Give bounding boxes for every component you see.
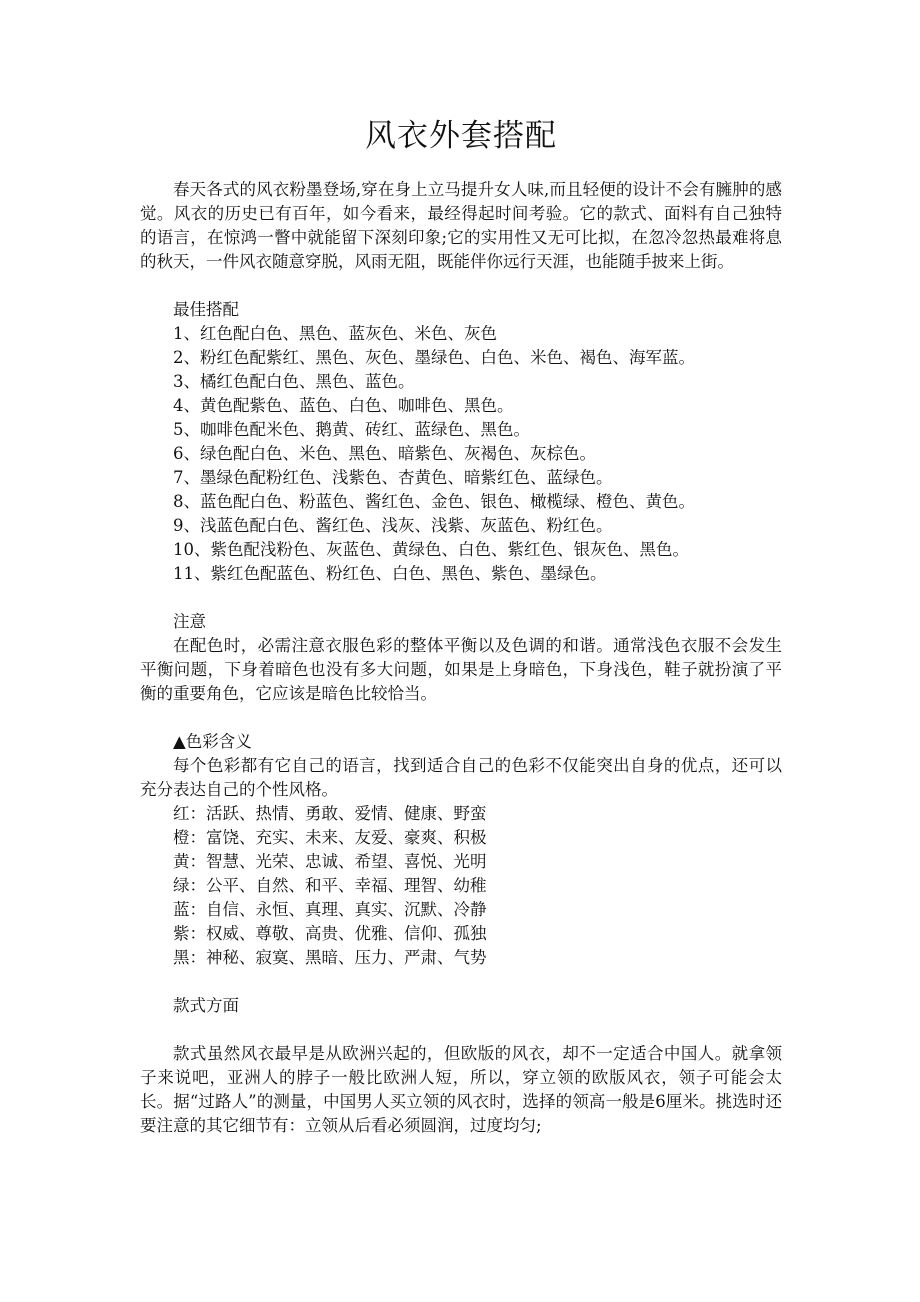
best-item: 9、浅蓝色配白色、酱红色、浅灰、浅紫、灰蓝色、粉红色。: [173, 516, 613, 535]
meaning-heading: ▲色彩含义: [173, 732, 252, 751]
meaning-item: 红：活跃、热情、勇敢、爱情、健康、野蛮: [173, 804, 487, 823]
document-title: 风衣外套搭配: [365, 118, 557, 154]
meaning-item: 绿：公平、自然、和平、幸福、理智、幼稚: [173, 876, 487, 895]
intro-paragraph: 春天各式的风衣粉墨登场,穿在身上立马提升女人味,而且轻便的设计不会有臃肿的感觉。风衣的历史已有百年，如今看来，最经得起时间考验。它的款式、面料有自己独特的语言，在惊鸿一瞥中就能留下深刻印象;它的实用性又无可比拟，在忽冷忽热最难将息的秋天，一件风衣随意穿脱，风雨无阻，既能伴你远行天涯，也能随手披来上街。: [140, 180, 782, 271]
meaning-item: 黄：智慧、光荣、忠诚、希望、喜悦、光明: [173, 852, 487, 871]
best-item: 2、粉红色配紫红、黑色、灰色、墨绿色、白色、米色、褐色、海军蓝。: [173, 348, 695, 367]
best-item: 5、咖啡色配米色、鹅黄、砖红、蓝绿色、黑色。: [173, 420, 530, 439]
spacer: [140, 970, 782, 994]
note-paragraph: 在配色时，必需注意衣服色彩的整体平衡以及色调的和谐。通常浅色衣服不会发生平衡问题，下身着暗色也没有多大问题，如果是上身暗色，下身浅色，鞋子就扮演了平衡的重要角色，它应该是暗色比较恰当。: [140, 636, 782, 703]
spacer: [140, 1018, 782, 1042]
meaning-item: 紫：权威、尊敬、高贵、优雅、信仰、孤独: [173, 924, 487, 943]
best-heading: 最佳搭配: [173, 300, 239, 319]
meaning-paragraph: 每个色彩都有它自己的语言，找到适合自己的色彩不仅能突出自身的优点，还可以充分表达自己的个性风格。: [140, 756, 782, 799]
style-heading: 款式方面: [173, 996, 239, 1015]
spacer: [140, 274, 782, 298]
best-item: 10、紫色配浅粉色、灰蓝色、黄绿色、白色、紫红色、银灰色、黑色。: [173, 540, 689, 559]
meaning-item: 黑：神秘、寂寞、黑暗、压力、严肃、气势: [173, 948, 487, 967]
spacer: [140, 706, 782, 730]
best-item: 4、黄色配紫色、蓝色、白色、咖啡色、黑色。: [173, 396, 514, 415]
meaning-item: 蓝：自信、永恒、真理、真实、沉默、冷静: [173, 900, 487, 919]
document-page: [140, 112, 782, 1138]
best-item: 8、蓝色配白色、粉蓝色、酱红色、金色、银色、橄榄绿、橙色、黄色。: [173, 492, 695, 511]
best-item: 1、红色配白色、黑色、蓝灰色、米色、灰色: [173, 324, 497, 343]
best-item: 11、紫红色配蓝色、粉红色、白色、黑色、紫色、墨绿色。: [173, 564, 607, 583]
best-item: 3、橘红色配白色、黑色、蓝色。: [173, 372, 415, 391]
note-heading: 注意: [173, 612, 206, 631]
best-item: 7、墨绿色配粉红色、浅紫色、杏黄色、暗紫红色、蓝绿色。: [173, 468, 613, 487]
best-item: 6、绿色配白色、米色、黑色、暗紫色、灰褐色、灰棕色。: [173, 444, 596, 463]
style-paragraph: 款式虽然风衣最早是从欧洲兴起的，但欧版的风衣，却不一定适合中国人。就拿领子来说吧，亚洲人的脖子一般比欧洲人短，所以，穿立领的欧版风衣，领子可能会太长。据“过路人”的测量，中国男人买立领的风衣时，选择的领高一般是6厘米。挑选时还要注意的其它细节有：立领从后看必须圆润，过度均匀;: [140, 1044, 782, 1135]
meaning-item: 橙：富饶、充实、未来、友爱、豪爽、积极: [173, 828, 487, 847]
spacer: [140, 586, 782, 610]
